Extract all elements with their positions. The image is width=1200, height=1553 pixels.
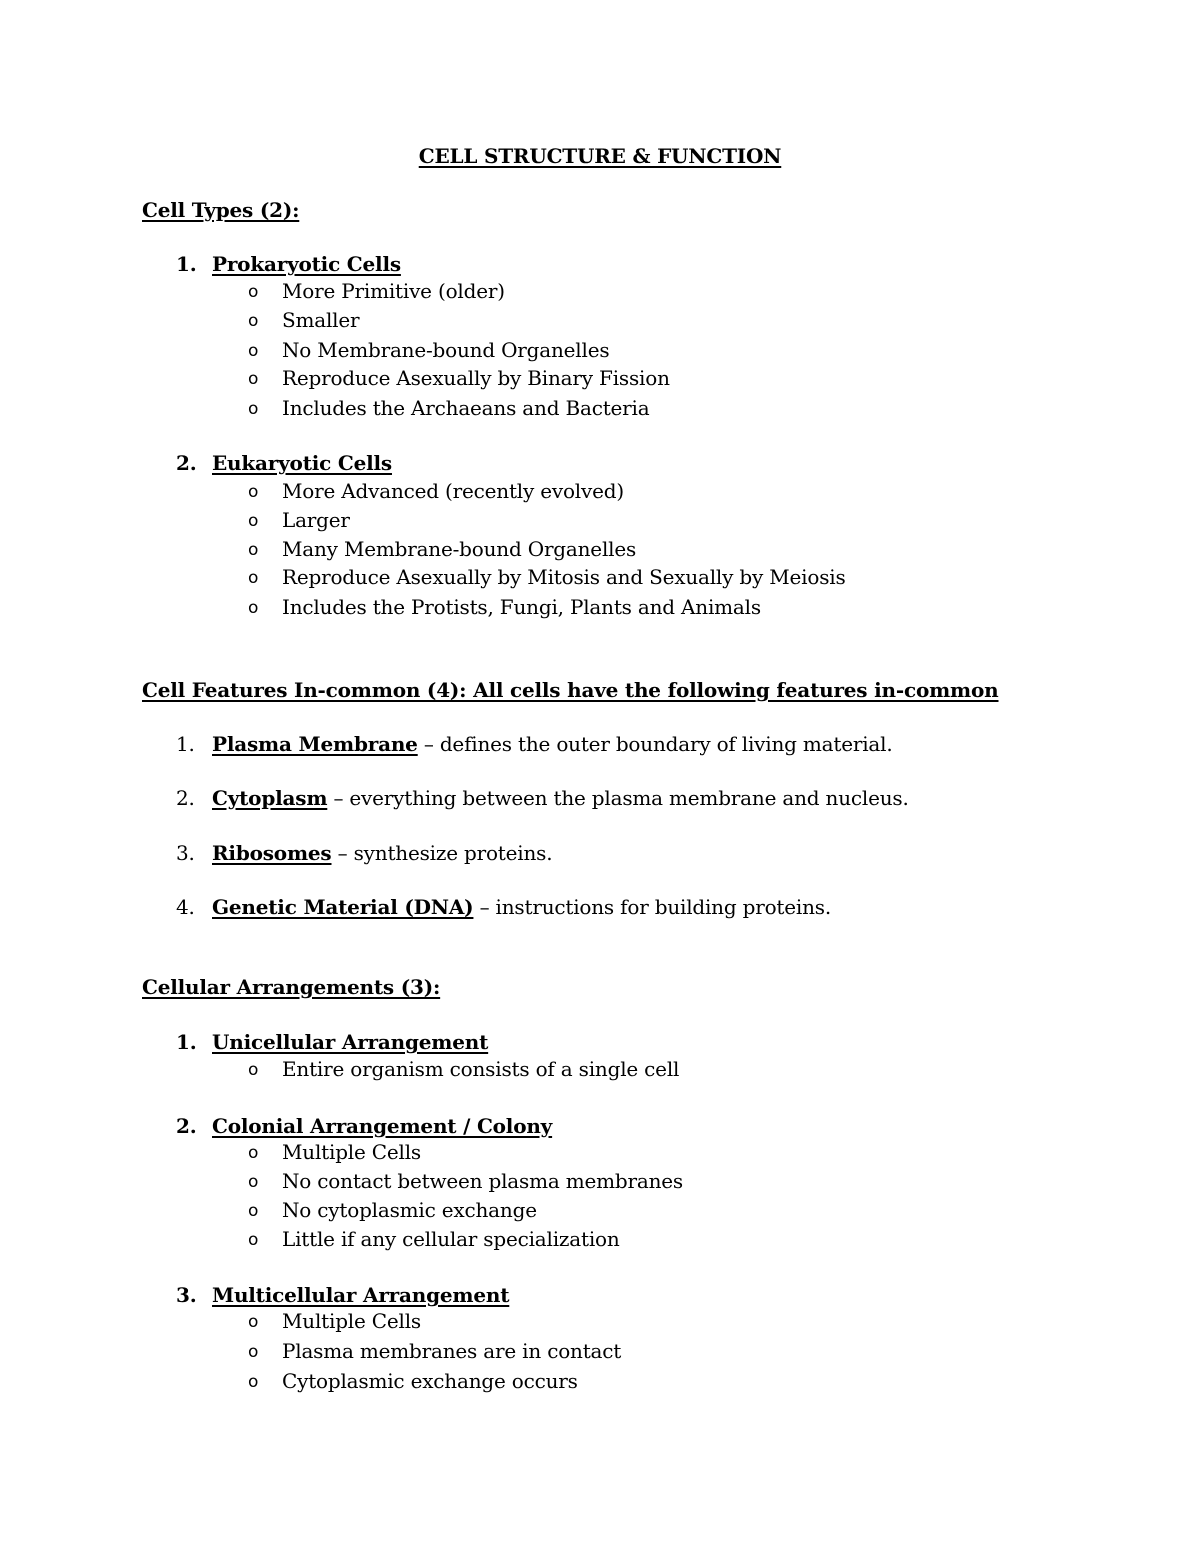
feature-cytoplasm — [212, 786, 909, 810]
list-number: 4. — [176, 895, 195, 919]
bullet-icon: o — [248, 311, 259, 331]
feature-ribosomes — [212, 841, 552, 865]
arrangements-heading: Cellular Arrangements (3): — [142, 975, 441, 999]
list-item: Multiple Cells — [282, 1309, 421, 1333]
feature-description: – synthesize proteins. — [331, 841, 553, 865]
list-item: Includes the Archaeans and Bacteria — [282, 396, 650, 420]
list-item: Entire organism consists of a single cell — [282, 1057, 680, 1081]
bullet-icon: o — [248, 1143, 259, 1163]
list-item: No cytoplasmic exchange — [282, 1198, 537, 1222]
list-number: 2. — [176, 1114, 197, 1138]
list-number: 1. — [176, 732, 195, 756]
list-number: 3. — [176, 1283, 197, 1307]
list-number: 2. — [176, 451, 197, 475]
list-item: Reproduce Asexually by Binary Fission — [282, 366, 670, 390]
feature-label: Cytoplasm — [212, 786, 328, 810]
multicellular-arrangement-label: Multicellular Arrangement — [212, 1283, 510, 1307]
list-item: Multiple Cells — [282, 1140, 421, 1164]
bullet-icon: o — [248, 1060, 259, 1080]
list-item: More Advanced (recently evolved) — [282, 479, 624, 503]
colonial-arrangement-label: Colonial Arrangement / Colony — [212, 1114, 553, 1138]
bullet-icon: o — [248, 282, 259, 302]
list-item: No Membrane-bound Organelles — [282, 338, 610, 362]
feature-description: – everything between the plasma membrane and nucleus. — [327, 786, 909, 810]
bullet-icon: o — [248, 1230, 259, 1250]
feature-label: Plasma Membrane — [212, 732, 418, 756]
prokaryotic-cells-label: Prokaryotic Cells — [212, 252, 401, 276]
list-item: No contact between plasma membranes — [282, 1169, 683, 1193]
bullet-icon: o — [248, 369, 259, 389]
list-item: Many Membrane-bound Organelles — [282, 537, 637, 561]
list-item: Smaller — [282, 308, 360, 332]
bullet-icon: o — [248, 568, 259, 588]
features-heading: Cell Features In-common (4): All cells have the following features in-common — [142, 678, 999, 702]
bullet-icon: o — [248, 1172, 259, 1192]
feature-label: Genetic Material (DNA) — [212, 895, 474, 919]
list-number: 3. — [176, 841, 195, 865]
list-number: 1. — [176, 252, 197, 276]
bullet-icon: o — [248, 1342, 259, 1362]
bullet-icon: o — [248, 1312, 259, 1332]
bullet-icon: o — [248, 482, 259, 502]
unicellular-arrangement-label: Unicellular Arrangement — [212, 1030, 489, 1054]
bullet-icon: o — [248, 1201, 259, 1221]
bullet-icon: o — [248, 511, 259, 531]
bullet-icon: o — [248, 341, 259, 361]
list-item: More Primitive (older) — [282, 279, 505, 303]
feature-label: Ribosomes — [212, 841, 332, 865]
list-item: Little if any cellular specialization — [282, 1227, 620, 1251]
cell-types-heading: Cell Types (2): — [142, 198, 300, 222]
list-item: Larger — [282, 508, 350, 532]
list-item: Reproduce Asexually by Mitosis and Sexually by Meiosis — [282, 565, 846, 589]
bullet-icon: o — [248, 1372, 259, 1392]
bullet-icon: o — [248, 598, 259, 618]
list-number: 2. — [176, 786, 195, 810]
feature-plasma-membrane — [212, 732, 893, 756]
eukaryotic-cells-label: Eukaryotic Cells — [212, 451, 392, 475]
list-number: 1. — [176, 1030, 197, 1054]
list-item: Cytoplasmic exchange occurs — [282, 1369, 578, 1393]
bullet-icon: o — [248, 540, 259, 560]
list-item: Plasma membranes are in contact — [282, 1339, 622, 1363]
page-title: CELL STRUCTURE & FUNCTION — [418, 144, 782, 168]
feature-description: – defines the outer boundary of living material. — [417, 732, 893, 756]
bullet-icon: o — [248, 399, 259, 419]
feature-description: – instructions for building proteins. — [473, 895, 832, 919]
feature-genetic-material — [212, 895, 831, 919]
list-item: Includes the Protists, Fungi, Plants and Animals — [282, 595, 761, 619]
